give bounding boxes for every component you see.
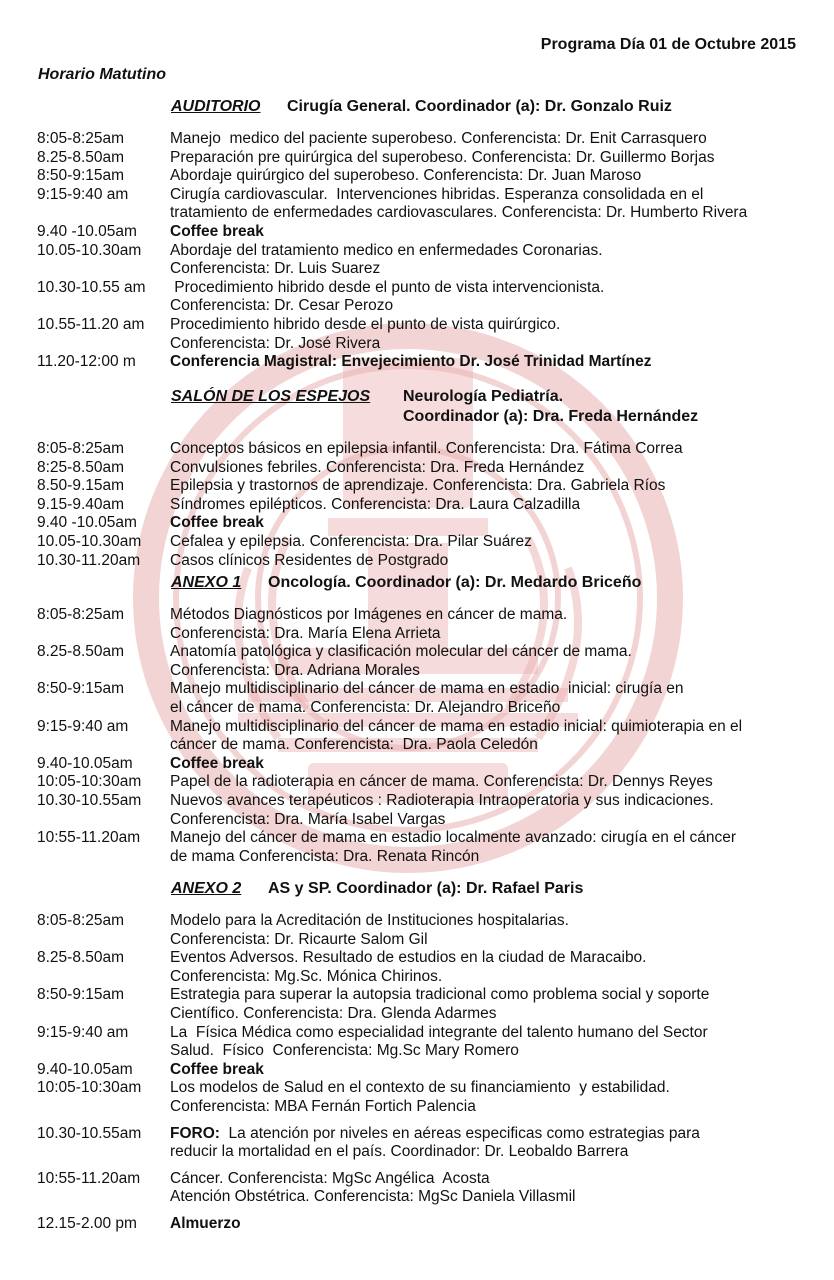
row-time: 10:55-11.20am (37, 1169, 141, 1187)
row-time: 10.05-10.30am (37, 532, 142, 550)
row-time: 10:05-10:30am (37, 773, 142, 791)
description-line: Nuevos avances terapéuticos : Radioterapia Intraoperatoria y sus indicaciones. (170, 791, 714, 809)
schedule-row (0, 718, 834, 755)
row-description (170, 606, 834, 643)
row-time: 9:15-9:40 am (37, 717, 129, 735)
row-description (170, 949, 834, 986)
row-time: 8:50-9:15am (37, 167, 125, 185)
schedule-row (0, 440, 834, 459)
description-line: Métodos Diagnósticos por Imágenes en cáncer de mama. (170, 606, 568, 623)
row-time: 10.05-10.30am (37, 241, 142, 259)
row-description (170, 718, 834, 755)
row-time: 8:05-8:25am (37, 606, 125, 623)
description-line: Cefalea y epilepsia. Conferencista: Dra. Pilar Suárez (170, 532, 532, 550)
description-line: Preparación pre quirúrgica del superobeso. Conferencista: Dr. Guillermo Borjas (170, 148, 715, 166)
row-time: 8.25-8.50am (37, 643, 125, 661)
schedule-row (0, 459, 834, 478)
schedule-row (0, 680, 834, 717)
row-description (170, 912, 834, 949)
schedule-row (0, 912, 834, 949)
schedule-row (0, 1125, 834, 1162)
row-description (170, 149, 834, 168)
description-line: Cáncer. Conferencista: MgSc Angélica Acosta (170, 1169, 490, 1187)
row-time: 8:05-8:25am (37, 912, 125, 929)
row-description (170, 459, 834, 478)
session-room: SALÓN DE LOS ESPEJOS (171, 388, 371, 405)
row-description (170, 755, 834, 774)
session-block (0, 574, 834, 866)
description-line: Convulsiones febriles. Conferencista: Dra. Freda Hernández (170, 458, 585, 476)
row-description (170, 1125, 834, 1162)
description-line: Abordaje quirúrgico del superobeso. Conferencista: Dr. Juan Maroso (170, 167, 642, 185)
row-time: 8.50-9.15am (37, 477, 125, 495)
row-time: 10.55-11.20 am (37, 315, 145, 333)
schedule-row (0, 316, 834, 353)
row-description (170, 477, 834, 496)
row-time: 9.15-9.40am (37, 495, 125, 513)
description-line: Los modelos de Salud en el contexto de su financiamiento y estabilidad. (170, 1079, 670, 1097)
description-line: Conferencista: Dr. Ricaurte Salom Gil (170, 930, 428, 948)
row-description (170, 1170, 834, 1207)
row-description (170, 1079, 834, 1116)
schedule-row (0, 755, 834, 774)
description-line: Conferencista: Dra. Adriana Morales (170, 661, 420, 679)
description-line: Epilepsia y trastornos de aprendizaje. Conferencista: Dra. Gabriela Ríos (170, 477, 666, 495)
description-line: Conferencista: Mg.Sc. Mónica Chirinos. (170, 967, 443, 985)
session-rows (0, 130, 834, 372)
row-time: 8:25-8.50am (37, 458, 125, 476)
description-line: Síndromes epilépticos. Conferencista: Dra. Laura Calzadilla (170, 495, 581, 513)
schedule-row (0, 552, 834, 571)
session-room: ANEXO 2 (171, 880, 242, 897)
schedule-row (0, 167, 834, 186)
row-description (170, 167, 834, 186)
row-description (170, 552, 834, 571)
description-line: Estrategia para superar la autopsia tradicional como problema social y soporte (170, 986, 710, 1004)
row-description (170, 1024, 834, 1061)
description-line: cáncer de mama. Conferencista: Dra. Paola Celedón (170, 736, 538, 754)
row-time: 8.25-8.50am (37, 949, 125, 967)
schedule-row (0, 1079, 834, 1116)
row-time: 9.40-10.05am (37, 1060, 133, 1078)
schedule-row (0, 1215, 834, 1234)
row-description (170, 496, 834, 515)
schedule-row (0, 514, 834, 533)
description-line: Procedimiento hibrido desde el punto de vista intervencionista. (170, 278, 605, 296)
description-line: tratamiento de enfermedades cardiovasculares. Conferencista: Dr. Humberto Rivera (170, 204, 748, 222)
row-time: 10.30-10.55 am (37, 278, 146, 296)
schedule-row (0, 223, 834, 242)
session-title: AS y SP. Coordinador (a): Dr. Rafael Paris (268, 880, 584, 897)
session-room: AUDITORIO (171, 98, 261, 115)
row-description (170, 533, 834, 552)
row-time: 8:50-9:15am (37, 680, 125, 698)
row-time: 9:15-9:40 am (37, 1023, 129, 1041)
row-time: 10.30-10.55am (37, 1124, 142, 1142)
schedule-row (0, 130, 834, 149)
schedule-row (0, 773, 834, 792)
description-line: Eventos Adversos. Resultado de estudios en la ciudad de Maracaibo. (170, 949, 647, 967)
row-time: 8:50-9:15am (37, 986, 125, 1004)
description-line: reducir la mortalidad en el país. Coordinador: Dr. Leobaldo Barrera (170, 1143, 629, 1161)
description-line: Procedimiento hibrido desde el punto de vista quirúrgico. (170, 315, 561, 333)
row-description (170, 1061, 834, 1080)
description-line: Manejo del cáncer de mama en estadio localmente avanzado: cirugía en el cáncer (170, 829, 737, 847)
description-line: Cirugía cardiovascular. Intervenciones hibridas. Esperanza consolidada en el (170, 185, 704, 203)
description-line (170, 1125, 814, 1144)
schedule-row (0, 606, 834, 643)
description-line: Almuerzo (170, 1214, 241, 1232)
session-header (171, 880, 834, 900)
session-header (171, 98, 834, 118)
description-line: Abordaje del tratamiento medico en enfermedades Coronarias. (170, 241, 603, 259)
description-line: Casos clínicos Residentes de Postgrado (170, 551, 449, 569)
description-line: Conferencista: Dr. José Rivera (170, 334, 381, 352)
schedule-row (0, 792, 834, 829)
description-line: Atención Obstétrica. Conferencista: MgSc Daniela Villasmil (170, 1188, 576, 1206)
session-title: Oncología. Coordinador (a): Dr. Medardo Briceño (268, 574, 642, 591)
row-time: 10.30-11.20am (37, 551, 141, 569)
row-description (170, 514, 834, 533)
row-time: 9.40 -10.05am (37, 514, 137, 532)
schedule-row (0, 949, 834, 986)
row-description (170, 223, 834, 242)
schedule-row (0, 1061, 834, 1080)
row-description (170, 1215, 834, 1234)
row-time: 9:15-9:40 am (37, 185, 129, 203)
description-line: Coffee break (170, 222, 264, 240)
row-description (170, 279, 834, 316)
description-line: Conferencista: Dr. Cesar Perozo (170, 297, 394, 315)
schedule-row (0, 496, 834, 515)
description-line: Coffee break (170, 514, 264, 532)
schedule-row (0, 279, 834, 316)
description-line: Conferencia Magistral: Envejecimiento Dr. José Trinidad Martínez (170, 353, 652, 371)
session-title: Neurología Pediatría. (403, 388, 564, 405)
row-time: 10:55-11.20am (37, 829, 141, 847)
description-line: Papel de la radioterapia en cáncer de mama. Conferencista: Dr. Dennys Reyes (170, 773, 713, 791)
schedule-label: Horario Matutino (38, 66, 166, 83)
schedule-row (0, 477, 834, 496)
row-description (170, 316, 834, 353)
forum-label: FORO: (170, 1124, 220, 1142)
row-description (170, 773, 834, 792)
row-time: 9.40 -10.05am (37, 222, 137, 240)
description-line: Manejo medico del paciente superobeso. Conferencista: Dr. Enit Carrasquero (170, 130, 707, 147)
program-title: Programa Día 01 de Octubre 2015 (540, 36, 796, 53)
row-time: 9.40-10.05am (37, 754, 133, 772)
description-line: Anatomía patológica y clasificación molecular del cáncer de mama. (170, 643, 632, 661)
row-time: 10:05-10:30am (37, 1079, 142, 1097)
row-time: 8:05-8:25am (37, 130, 125, 147)
description-line: Conferencista: Dr. Luis Suarez (170, 260, 381, 278)
session-rows (0, 440, 834, 570)
schedule-row (0, 533, 834, 552)
schedule-row (0, 186, 834, 223)
schedule-row (0, 1024, 834, 1061)
session-rows (0, 606, 834, 866)
row-description (170, 986, 834, 1023)
session-room: ANEXO 1 (171, 574, 242, 591)
schedule-row (0, 829, 834, 866)
session-title: Cirugía General. Coordinador (a): Dr. Gonzalo Ruiz (287, 98, 672, 115)
description-line: Salud. Físico Conferencista: Mg.Sc Mary Romero (170, 1042, 519, 1060)
row-description (170, 130, 834, 149)
schedule-row (0, 149, 834, 168)
forum-text: La atención por niveles en aéreas especificas como estrategias para (219, 1124, 700, 1142)
schedule-row (0, 643, 834, 680)
session-block (0, 98, 834, 372)
row-time: 10.30-10.55am (37, 791, 142, 809)
schedule-row (0, 353, 834, 372)
session-block (0, 388, 834, 570)
description-line: Conferencista: Dra. María Isabel Vargas (170, 810, 446, 828)
session-rows (0, 912, 834, 1234)
description-line: Coffee break (170, 754, 264, 772)
description-line: Modelo para la Acreditación de Instituciones hospitalarias. (170, 912, 569, 929)
row-description (170, 186, 834, 223)
description-line: Científico. Conferencista: Dra. Glenda Adarmes (170, 1004, 497, 1022)
schedule-row (0, 986, 834, 1023)
description-line: La Física Médica como especialidad integrante del talento humano del Sector (170, 1023, 708, 1041)
session-header (171, 574, 834, 594)
description-line: Conferencista: Dra. María Elena Arrieta (170, 624, 441, 642)
description-line: Conceptos básicos en epilepsia infantil. Conferencista: Dra. Fátima Correa (170, 440, 683, 457)
row-description (170, 680, 834, 717)
schedule-row (0, 1170, 834, 1207)
session-header (171, 388, 834, 428)
description-line: Conferencista: MBA Fernán Fortich Palencia (170, 1097, 476, 1115)
description-line: Manejo multidisciplinario del cáncer de mama en estadio inicial: cirugía en (170, 680, 684, 698)
description-line: Manejo multidisciplinario del cáncer de mama en estadio inicial: quimioterapia en el (170, 717, 743, 735)
row-time: 8:05-8:25am (37, 440, 125, 457)
row-description (170, 829, 834, 866)
row-time: 12.15-2.00 pm (37, 1214, 137, 1232)
row-description (170, 353, 834, 372)
session-block (0, 880, 834, 1234)
row-time: 8.25-8.50am (37, 148, 125, 166)
row-time: 11.20-12:00 m (37, 353, 136, 371)
row-description (170, 792, 834, 829)
description-line: el cáncer de mama. Conferencista: Dr. Alejandro Briceño (170, 698, 561, 716)
row-description (170, 643, 834, 680)
session-coordinator: Coordinador (a): Dra. Freda Hernández (403, 408, 699, 425)
description-line: Coffee break (170, 1060, 264, 1078)
row-description (170, 440, 834, 459)
schedule-row (0, 242, 834, 279)
description-line: de mama Conferencista: Dra. Renata Rincón (170, 847, 480, 865)
row-description (170, 242, 834, 279)
